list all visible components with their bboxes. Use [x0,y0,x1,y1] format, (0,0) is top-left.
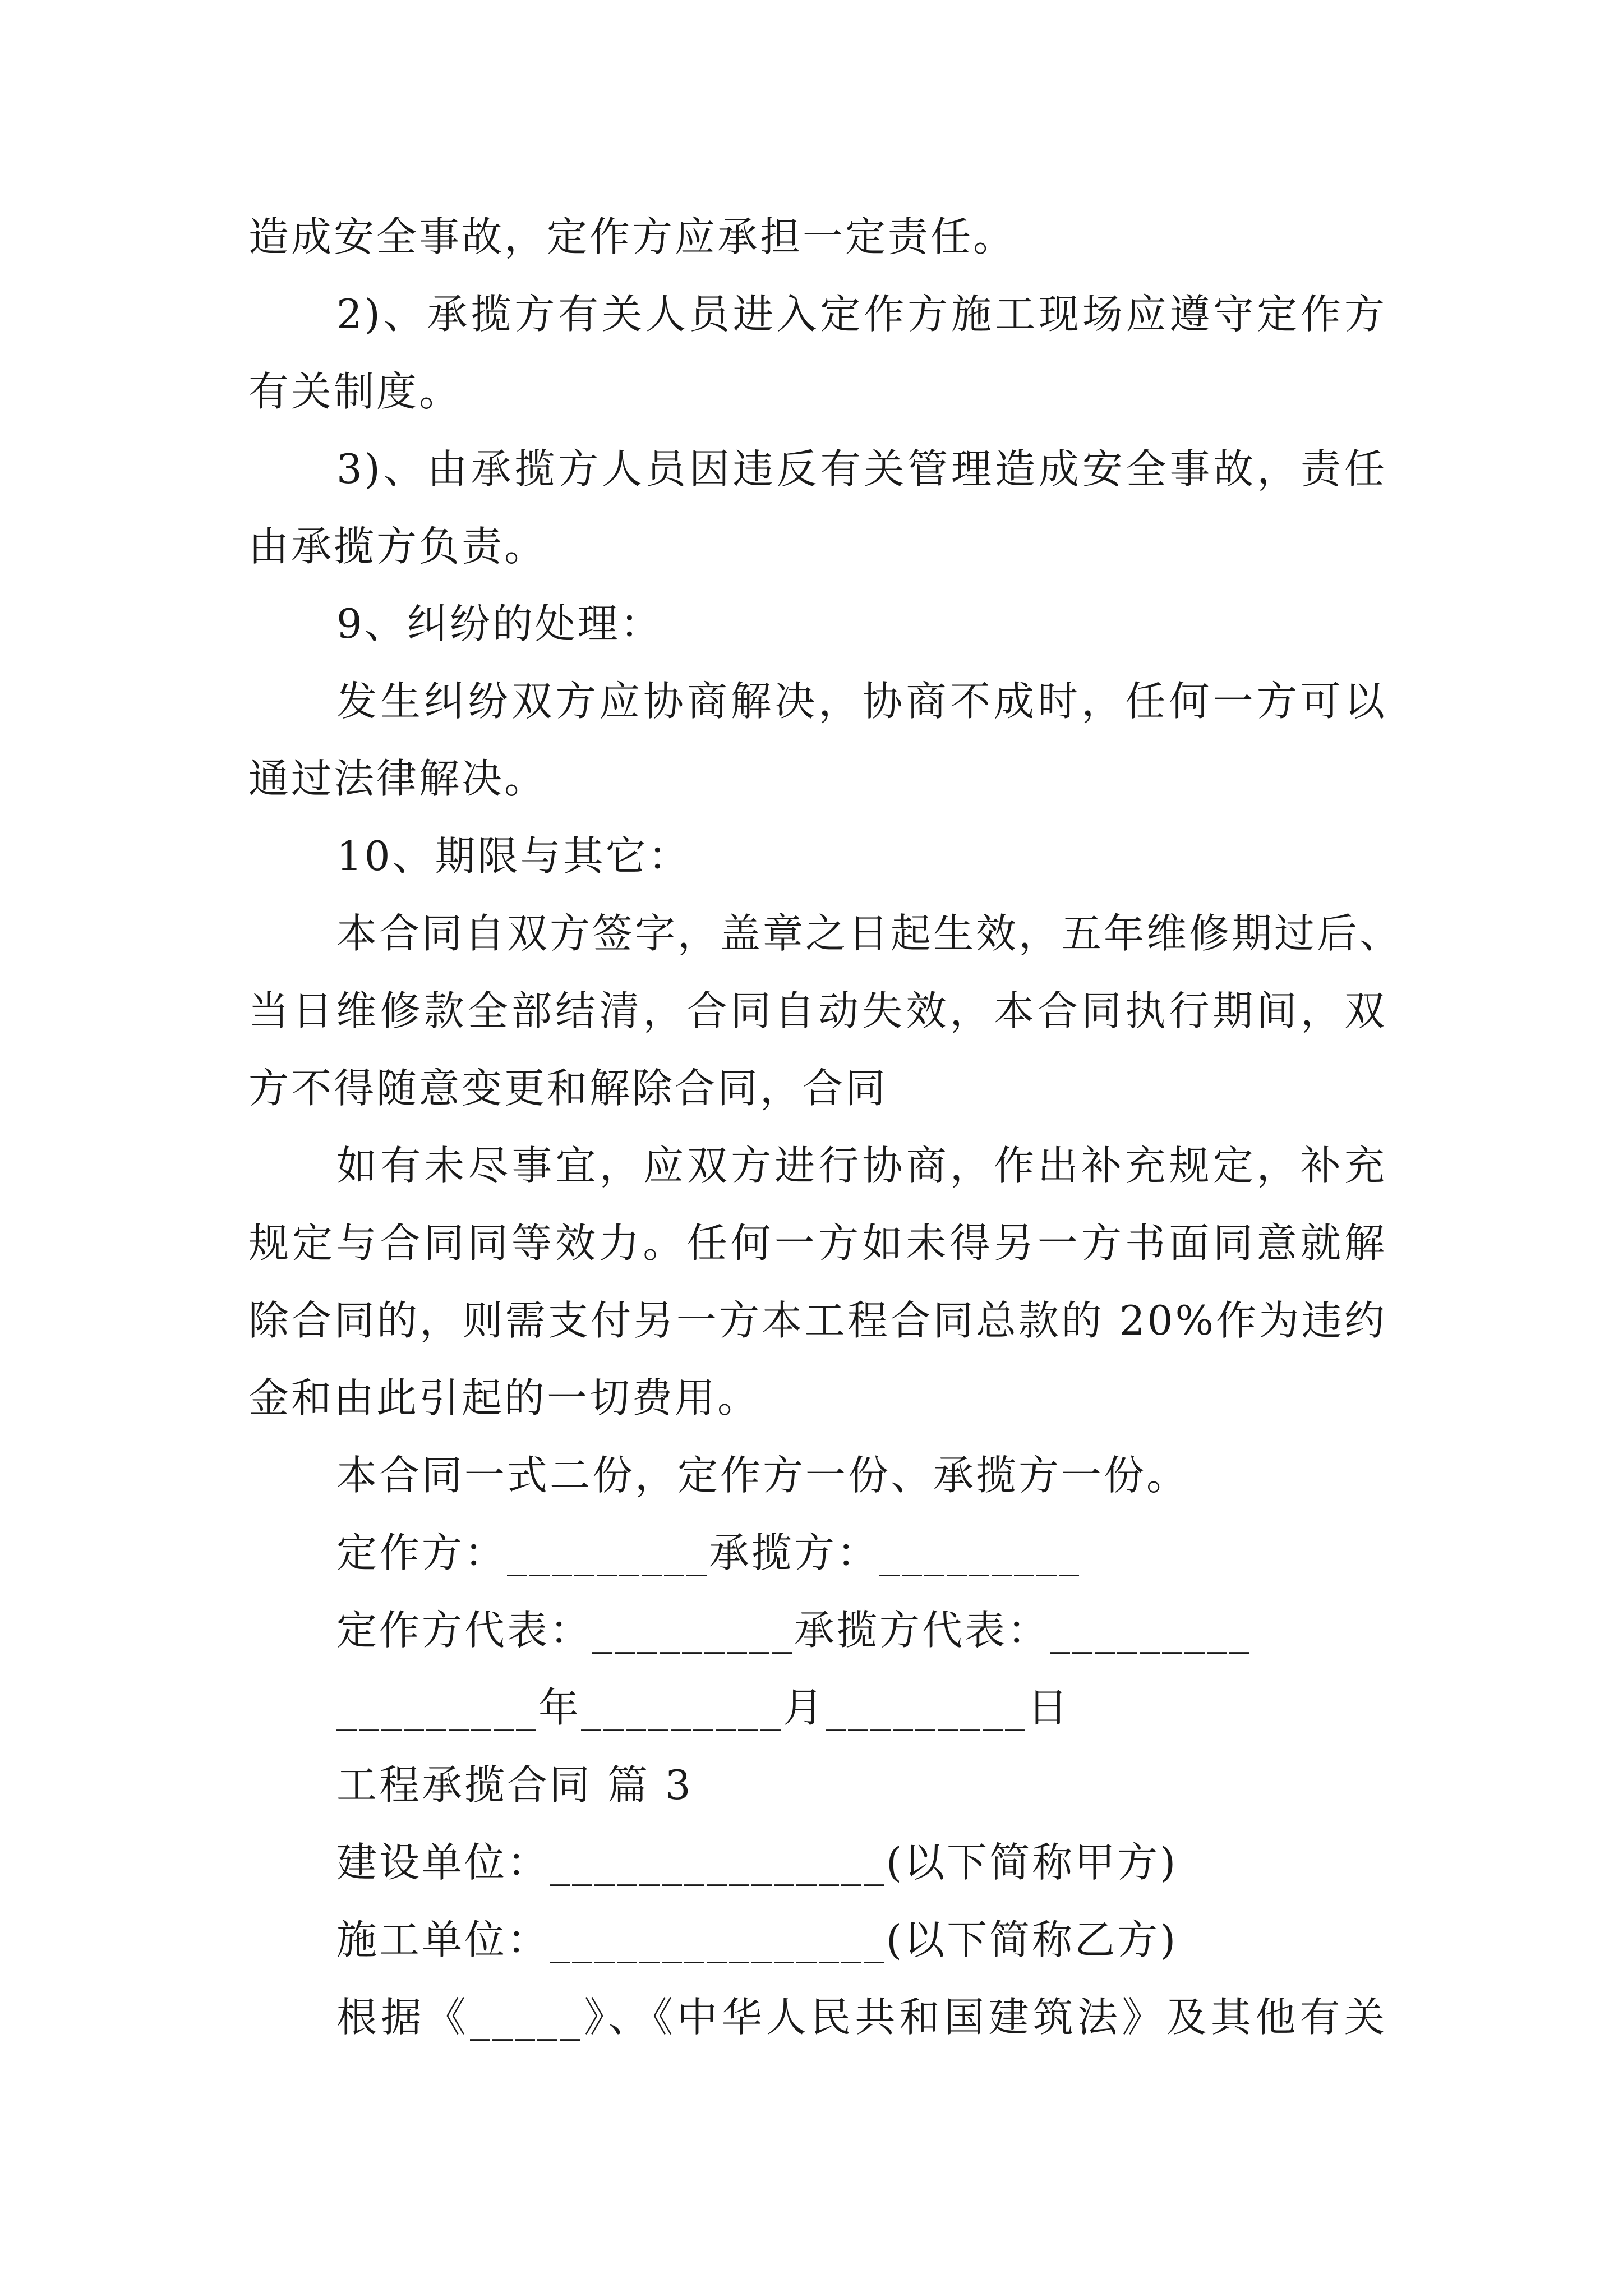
signature-line: 定作方代表：_________承揽方代表：_________ [336,1607,1252,1654]
text-line: 2)、承揽方有关人员进入定作方施工现场应遵守定作方 [336,291,1387,338]
text-line: 有关制度。 [248,368,462,415]
party-line: 施工单位：_______________(以下简称乙方) [336,1916,1178,1963]
signature-line: 定作方：_________承揽方：_________ [336,1529,1082,1576]
text-line: 本合同自双方签字，盖章之日起生效，五年维修期过后、 [336,910,1403,957]
text-line: 发生纠纷双方应协商解决，协商不成时，任何一方可以 [336,678,1387,725]
text-line: 通过法律解决。 [248,755,547,802]
text-line: 本合同一式二份，定作方一份、承揽方一份。 [336,1452,1189,1499]
section-heading: 9、纠纷的处理： [336,600,663,647]
text-line: 3)、由承揽方人员因违反有关管理造成安全事故，责任 [336,445,1387,493]
text-line: 根据《_____》、《中华人民共和国建筑法》及其他有关 [336,1994,1387,2041]
text-line: 除合同的，则需支付另一方本工程合同总款的 20%作为违约 [248,1297,1387,1344]
text-line: 金和由此引起的一切费用。 [248,1374,760,1421]
section-title: 工程承揽合同 篇 3 [336,1761,693,1809]
section-heading: 10、期限与其它： [336,832,691,880]
text-line: 规定与合同同等效力。任何一方如未得另一方书面同意就解 [248,1220,1387,1267]
party-line: 建设单位：_______________(以下简称甲方) [336,1839,1178,1886]
text-line: 方不得随意变更和解除合同，合同 [248,1065,888,1112]
text-line: 当日维修款全部结清，合同自动失效，本合同执行期间，双 [248,987,1387,1034]
date-line: _________年_________月_________日 [336,1684,1070,1731]
text-line: 造成安全事故，定作方应承担一定责任。 [248,213,1016,260]
text-line: 由承揽方负责。 [248,523,547,570]
text-line: 如有未尽事宜，应双方进行协商，作出补充规定，补充 [336,1142,1387,1189]
